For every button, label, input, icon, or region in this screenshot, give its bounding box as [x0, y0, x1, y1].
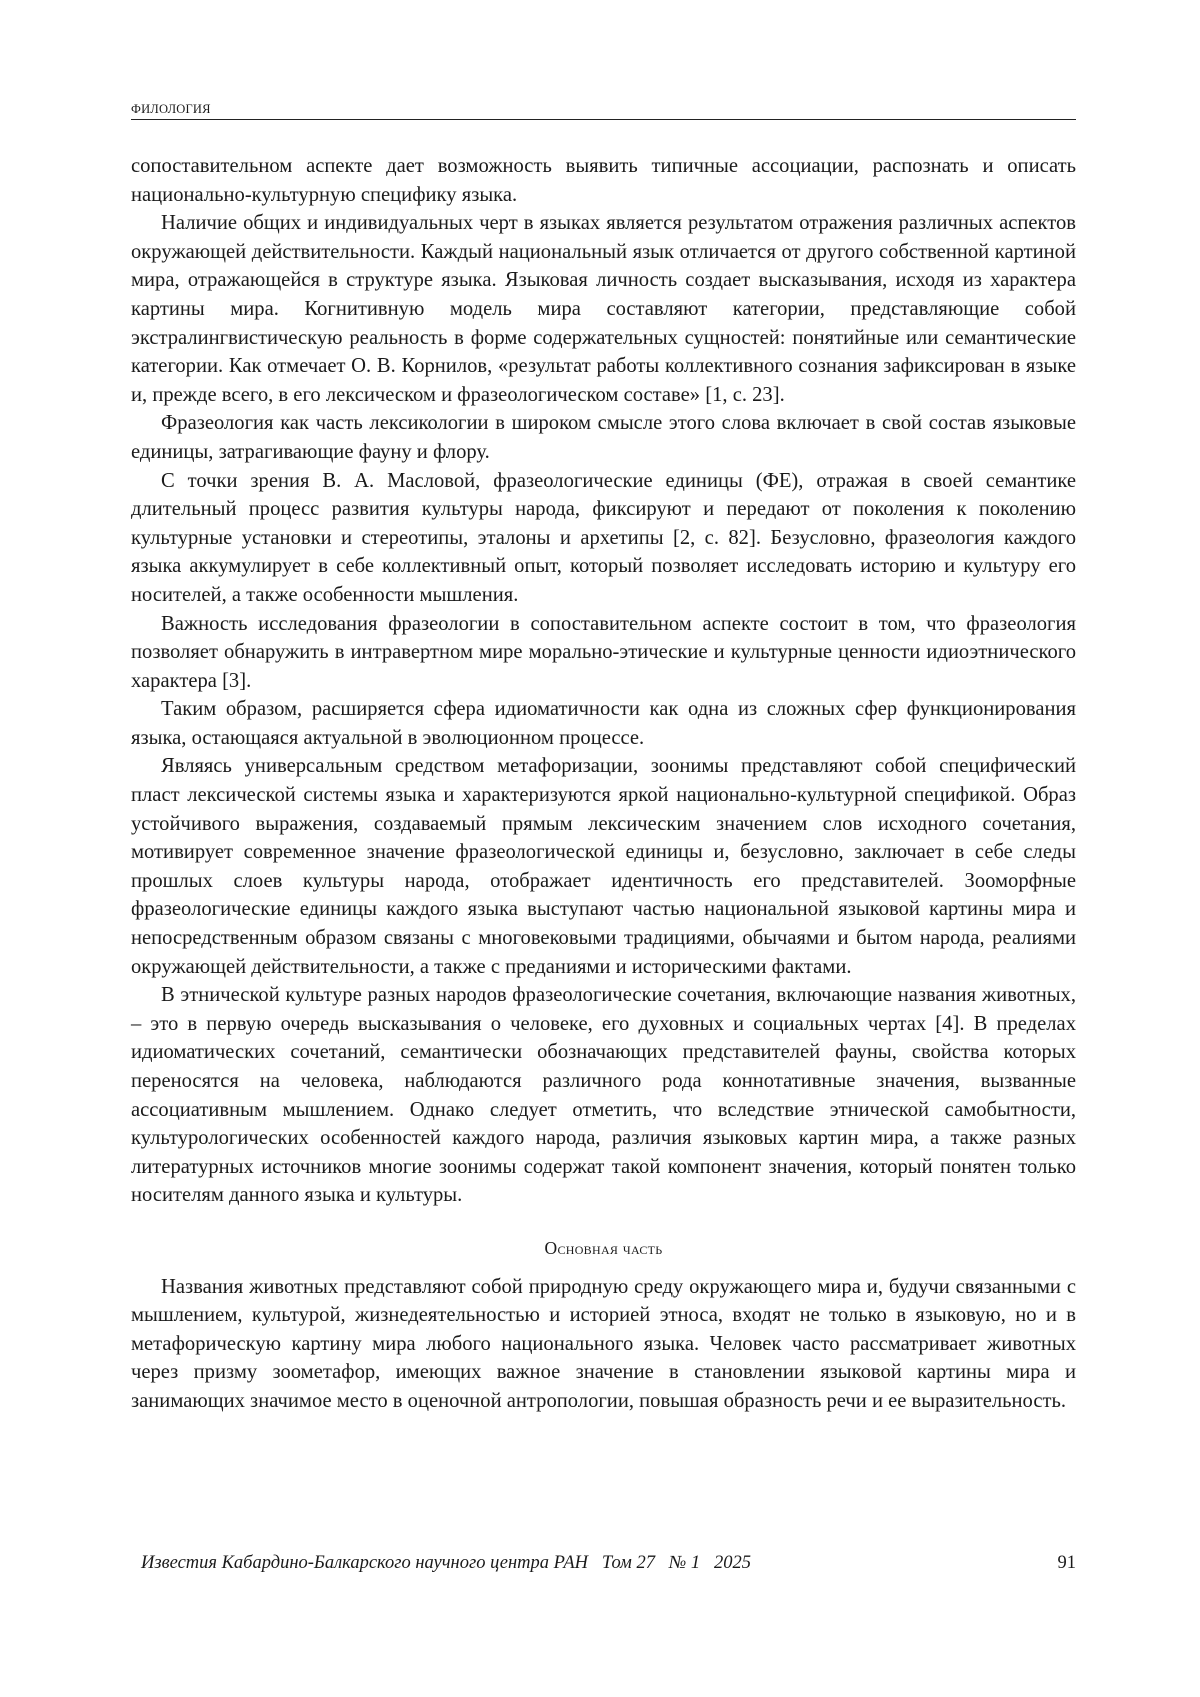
journal-citation: Известия Кабардино-Балкарского научного центра РАН Том 27 № 1 2025 [141, 1553, 752, 1573]
document-page [131, 0, 1076, 1697]
page-footer [141, 1552, 1076, 1574]
section-heading: Основная часть [544, 1237, 663, 1258]
paragraph: Названия животных представляют собой природную среду окружающего мира и, будучи связанными с мышлением, культурой, жизнедеятельностью и историей этноса, входят не только в языковую, но и в метафорическую картину мира любого национального языка. Человек часто рассматривает животных через призму зоометафор, имеющих важное значение в становлении языковой картины мира и занимающих значимое место в оценочной антропологии, повышая образность речи и ее выразительность. [131, 1275, 1076, 1412]
running-head: ФИЛОЛОГИЯ [131, 102, 1076, 120]
paragraph: Важность исследования фразеологии в сопоставительном аспекте состоит в том, что фразеология позволяет обнаружить в интравертном мире морально-этические и культурные ценности идиоэтнического характера [3]. [131, 612, 1076, 692]
paragraph: Являясь универсальным средством метафоризации, зоонимы представляют собой специфический пласт лексической системы языка и характеризуются яркой национально-культурной спецификой. Образ устойчивого выражения, создаваемый прямым лексическим значением слов исходного сочетания, мотивирует современное значение фразеологической единицы и, безусловно, заключает в себе следы прошлых слоев культуры народа, отображает идентичность его представителей. Зооморфные фразеологические единицы каждого языка выступают частью национальной языковой картины мира и непосредственным образом связаны с многовековыми традициями, обычаями и бытом народа, реалиями окружающей действительности, а также с преданиями и историческими фактами. [131, 755, 1076, 978]
paragraph: В этнической культуре разных народов фразеологические сочетания, включающие названия животных, – это в первую очередь высказывания о человеке, его духовных и социальных чертах [4]. В пределах идиоматических сочетаний, семантически обозначающих представителей фауны, свойства которых переносятся на человека, наблюдаются различного рода коннотативные значения, вызванные ассоциативным мышлением. Однако следует отметить, что вследствие этнической самобытности, культурологических особенностей каждого народа, различия языковых картин мира, а также разных литературных источников многие зоонимы содержат такой компонент значения, который понятен только носителям данного языка и культуры. [131, 984, 1076, 1207]
page-number: 91 [1057, 1553, 1076, 1573]
paragraph: Наличие общих и индивидуальных черт в языках является результатом отражения различных аспектов окружающей действительности. Каждый национальный язык отличается от другого собственной картиной мира, отражающейся в структуре языка. Языковая личность создает высказывания, исходя из характера картины мира. Когнитивную модель мира составляют категории, представляющие собой экстралингвистическую реальность в форме содержательных сущностей: понятийные или семантические категории. Как отмечает О. В. Корнилов, «результат работы коллективного сознания зафиксирован в языке и, прежде всего, в его лексическом и фразеологическом составе» [1, с. 23]. [131, 212, 1076, 406]
body-text [131, 152, 1076, 1416]
paragraph-continuation: сопоставительном аспекте дает возможность выявить типичные ассоциации, распознать и описать национально-культурную специфику языка. [131, 155, 1076, 206]
paragraph: С точки зрения В. А. Масловой, фразеологические единицы (ФЕ), отражая в своей семантике длительный процесс развития культуры народа, фиксируют и передают от поколения к поколению культурные установки и стереотипы, эталоны и архетипы [2, с. 82]. Безусловно, фразеология каждого языка аккумулирует в себе коллективный опыт, который позволяет исследовать историю и культуру его носителей, а также особенности мышления. [131, 469, 1076, 606]
paragraph: Таким образом, расширяется сфера идиоматичности как одна из сложных сфер функционирования языка, остающаяся актуальной в эволюционном процессе. [131, 698, 1076, 749]
paragraph: Фразеология как часть лексикологии в широком смысле этого слова включает в свой состав языковые единицы, затрагивающие фауну и флору. [131, 412, 1076, 463]
